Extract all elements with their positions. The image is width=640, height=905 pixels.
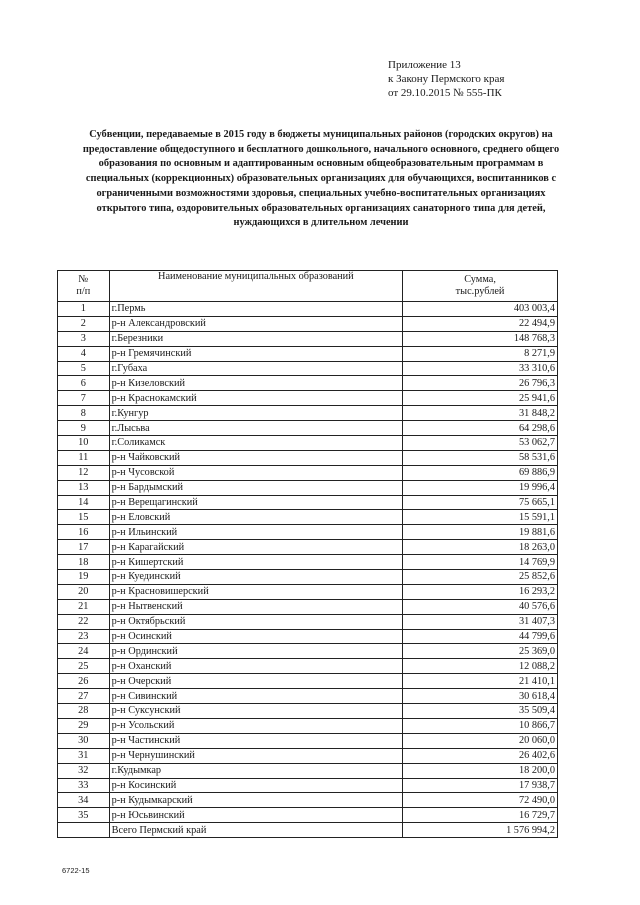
row-number: 30 <box>58 733 110 748</box>
row-name: р-н Косинский <box>109 778 403 793</box>
table-row <box>58 346 558 361</box>
row-sum: 26 402,6 <box>403 748 558 763</box>
row-sum: 18 200,0 <box>403 763 558 778</box>
table-row <box>58 689 558 704</box>
row-number: 19 <box>58 570 110 585</box>
table-row <box>58 421 558 436</box>
row-name: г.Кудымкар <box>109 763 403 778</box>
document-number: 6722-15 <box>62 866 90 875</box>
total-number-cell <box>58 823 110 838</box>
row-number: 2 <box>58 316 110 331</box>
row-name: р-н Красновишерский <box>109 584 403 599</box>
table-body <box>58 302 558 823</box>
row-name: р-н Ильинский <box>109 525 403 540</box>
row-name: р-н Очерский <box>109 674 403 689</box>
row-sum: 64 298,6 <box>403 421 558 436</box>
row-name: р-н Усольский <box>109 718 403 733</box>
row-sum: 15 591,1 <box>403 510 558 525</box>
row-number: 25 <box>58 659 110 674</box>
row-sum: 22 494,9 <box>403 316 558 331</box>
row-sum: 16 293,2 <box>403 584 558 599</box>
row-sum: 25 369,0 <box>403 644 558 659</box>
row-sum: 26 796,3 <box>403 376 558 391</box>
row-number: 35 <box>58 808 110 823</box>
row-name: р-н Чернушинский <box>109 748 403 763</box>
row-name: р-н Кизеловский <box>109 376 403 391</box>
row-number: 26 <box>58 674 110 689</box>
row-sum: 35 509,4 <box>403 704 558 719</box>
appendix-date: от 29.10.2015 № 555-ПК <box>388 87 502 99</box>
row-sum: 148 768,3 <box>403 331 558 346</box>
table-row <box>58 510 558 525</box>
row-number: 18 <box>58 555 110 570</box>
table-row <box>58 748 558 763</box>
row-name: р-н Осинский <box>109 629 403 644</box>
row-sum: 12 088,2 <box>403 659 558 674</box>
row-sum: 10 866,7 <box>403 718 558 733</box>
row-name: г.Кунгур <box>109 406 403 421</box>
row-number: 17 <box>58 540 110 555</box>
row-name: р-н Октябрьский <box>109 614 403 629</box>
row-name: р-н Юсьвинский <box>109 808 403 823</box>
row-number: 7 <box>58 391 110 406</box>
row-sum: 21 410,1 <box>403 674 558 689</box>
row-sum: 19 996,4 <box>403 480 558 495</box>
row-sum: 25 941,6 <box>403 391 558 406</box>
row-sum: 31 848,2 <box>403 406 558 421</box>
row-name: р-н Бардымский <box>109 480 403 495</box>
table-row <box>58 540 558 555</box>
table-row <box>58 302 558 317</box>
header-sum: Сумма, тыс.рублей <box>403 271 558 302</box>
header-number: № п/п <box>58 271 110 302</box>
row-number: 13 <box>58 480 110 495</box>
appendix-title: Приложение 13 <box>388 59 461 71</box>
table-row <box>58 733 558 748</box>
row-number: 22 <box>58 614 110 629</box>
row-sum: 403 003,4 <box>403 302 558 317</box>
row-number: 4 <box>58 346 110 361</box>
appendix-block <box>388 58 504 100</box>
table-row <box>58 704 558 719</box>
table-row <box>58 555 558 570</box>
row-number: 10 <box>58 436 110 451</box>
row-number: 8 <box>58 406 110 421</box>
row-number: 11 <box>58 450 110 465</box>
row-name: р-н Гремячинский <box>109 346 403 361</box>
row-name: р-н Краснокамский <box>109 391 403 406</box>
table-row <box>58 674 558 689</box>
row-sum: 16 729,7 <box>403 808 558 823</box>
row-number: 31 <box>58 748 110 763</box>
row-sum: 58 531,6 <box>403 450 558 465</box>
row-number: 20 <box>58 584 110 599</box>
row-name: р-н Частинский <box>109 733 403 748</box>
header-name: Наименование муниципальных образований <box>109 271 403 302</box>
row-sum: 72 490,0 <box>403 793 558 808</box>
table-row <box>58 584 558 599</box>
row-number: 9 <box>58 421 110 436</box>
row-number: 28 <box>58 704 110 719</box>
total-label: Всего Пермский край <box>109 823 403 838</box>
table-header-row <box>58 271 558 302</box>
row-name: р-н Нытвенский <box>109 599 403 614</box>
row-name: г.Пермь <box>109 302 403 317</box>
row-sum: 20 060,0 <box>403 733 558 748</box>
document-heading: Субвенции, передаваемые в 2015 году в бюджеты муниципальных районов (городских округов) на предоставление общедоступного и бесплатного дошкольного, начального основного, среднего общего образования по основным и адаптированным основным общеобразовательным программам в специальных (коррекционных) образовательных организациях для обучающихся, воспитанников с ограниченными возможностями здоровья, специальных учебно-воспитательных организациях открытого типа, оздоровительных образовательных организациях санаторного типа для детей, нуждающихся в длительном лечении <box>82 129 560 229</box>
row-sum: 53 062,7 <box>403 436 558 451</box>
row-name: р-н Карагайский <box>109 540 403 555</box>
row-name: р-н Александровский <box>109 316 403 331</box>
table-row <box>58 599 558 614</box>
row-number: 15 <box>58 510 110 525</box>
table-row <box>58 808 558 823</box>
row-sum: 8 271,9 <box>403 346 558 361</box>
row-number: 23 <box>58 629 110 644</box>
row-number: 6 <box>58 376 110 391</box>
appendix-law: к Закону Пермского края <box>388 73 505 85</box>
table-row <box>58 614 558 629</box>
row-name: р-н Чусовской <box>109 465 403 480</box>
table-row <box>58 570 558 585</box>
row-sum: 30 618,4 <box>403 689 558 704</box>
row-number: 12 <box>58 465 110 480</box>
row-name: р-н Кудымкарский <box>109 793 403 808</box>
table-row <box>58 450 558 465</box>
row-number: 14 <box>58 495 110 510</box>
row-name: г.Лысьва <box>109 421 403 436</box>
table-row <box>58 793 558 808</box>
row-number: 24 <box>58 644 110 659</box>
row-name: р-н Кишертский <box>109 555 403 570</box>
row-sum: 31 407,3 <box>403 614 558 629</box>
table-row <box>58 316 558 331</box>
subvention-table <box>57 270 558 838</box>
row-number: 34 <box>58 793 110 808</box>
row-name: г.Губаха <box>109 361 403 376</box>
row-number: 1 <box>58 302 110 317</box>
row-name: р-н Чайковский <box>109 450 403 465</box>
row-sum: 40 576,6 <box>403 599 558 614</box>
row-number: 5 <box>58 361 110 376</box>
row-sum: 17 938,7 <box>403 778 558 793</box>
row-sum: 18 263,0 <box>403 540 558 555</box>
row-number: 21 <box>58 599 110 614</box>
table-row <box>58 391 558 406</box>
row-sum: 44 799,6 <box>403 629 558 644</box>
table-row <box>58 644 558 659</box>
row-name: р-н Еловский <box>109 510 403 525</box>
total-row <box>58 823 558 838</box>
table-row <box>58 525 558 540</box>
row-name: р-н Суксунский <box>109 704 403 719</box>
table-row <box>58 495 558 510</box>
row-sum: 19 881,6 <box>403 525 558 540</box>
row-number: 33 <box>58 778 110 793</box>
total-sum: 1 576 994,2 <box>403 823 558 838</box>
row-name: р-н Ординский <box>109 644 403 659</box>
table-row <box>58 465 558 480</box>
row-name: г.Березники <box>109 331 403 346</box>
row-name: р-н Сивинский <box>109 689 403 704</box>
row-number: 27 <box>58 689 110 704</box>
table-row <box>58 361 558 376</box>
row-name: р-н Оханский <box>109 659 403 674</box>
table-row <box>58 376 558 391</box>
row-sum: 69 886,9 <box>403 465 558 480</box>
row-sum: 25 852,6 <box>403 570 558 585</box>
row-sum: 33 310,6 <box>403 361 558 376</box>
table-row <box>58 763 558 778</box>
row-number: 16 <box>58 525 110 540</box>
row-number: 32 <box>58 763 110 778</box>
row-number: 29 <box>58 718 110 733</box>
table-row <box>58 778 558 793</box>
row-sum: 75 665,1 <box>403 495 558 510</box>
row-sum: 14 769,9 <box>403 555 558 570</box>
table-row <box>58 436 558 451</box>
table-row <box>58 406 558 421</box>
table-row <box>58 480 558 495</box>
table-row <box>58 331 558 346</box>
row-name: р-н Верещагинский <box>109 495 403 510</box>
table-row <box>58 718 558 733</box>
table-row <box>58 659 558 674</box>
row-number: 3 <box>58 331 110 346</box>
table-row <box>58 629 558 644</box>
row-name: г.Соликамск <box>109 436 403 451</box>
row-name: р-н Куединский <box>109 570 403 585</box>
